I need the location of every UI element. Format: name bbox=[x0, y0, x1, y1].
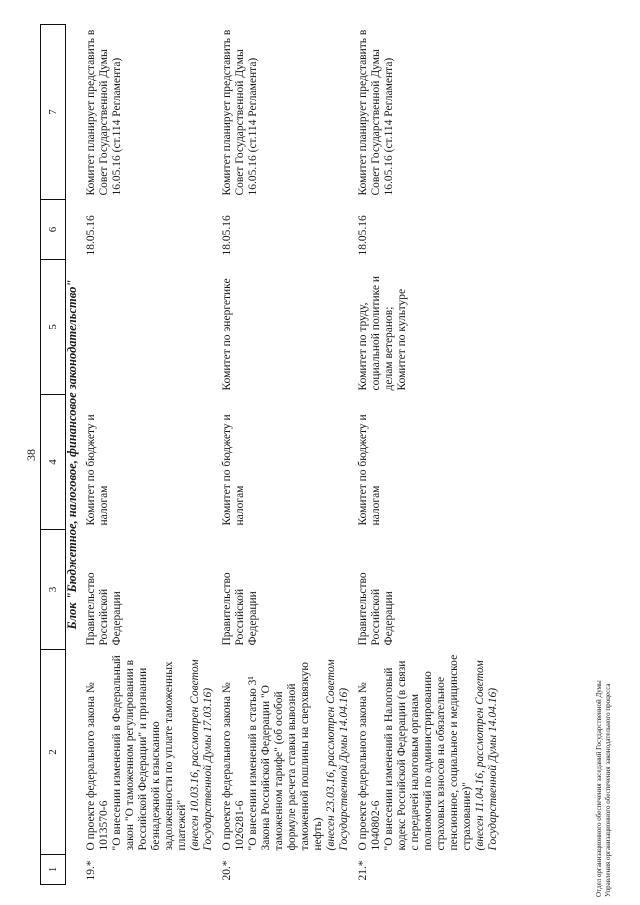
co-committee: Комитет по энергетике bbox=[221, 278, 233, 391]
column-header: 1 bbox=[41, 855, 66, 885]
bill-note: (внесен 10.03.16, рассмотрен Советом Государственной Думы 17.03.16) bbox=[189, 659, 214, 851]
co-committee bbox=[85, 260, 221, 395]
column-header: 2 bbox=[41, 650, 66, 855]
footer bbox=[595, 680, 613, 897]
bill-note: (внесен 23.03.16, рассмотрен Советом Государственной Думы 14.04.16) bbox=[325, 659, 350, 851]
footer-line: Управления организационного обеспечения законодательного процесса bbox=[604, 683, 612, 897]
block-title: Блок "Бюджетное, налоговое, финансовое законодательство" bbox=[65, 279, 79, 630]
bill-title: "О внесении изменений в Налоговый кодекс Российской Федерации (в связи с передачей налоговым органам полномочий по администрированию страховых взносов на обязательное пенсионное, социальное и медицинское страхование)" bbox=[383, 654, 473, 851]
review-date: 18.05.16 bbox=[85, 215, 97, 256]
column-header: 3 bbox=[41, 530, 66, 650]
bill-description bbox=[85, 650, 221, 855]
status-text: Комитет планирует представить в Совет Государственной Думы 16.05.16 (ст.114 Регламента) bbox=[85, 29, 123, 196]
column-header: 4 bbox=[41, 395, 66, 530]
co-committee: Комитет по труду, социальной политике и делам ветеранов; Комитет по культуре bbox=[357, 275, 408, 391]
column-header: 7 bbox=[41, 25, 66, 200]
bill-author: Правительство Российской Федерации bbox=[85, 572, 123, 646]
bill-note: (внесен 11.04.16, рассмотрен Советом Государственной Думы 14.04.16) bbox=[474, 660, 499, 851]
status-text: Комитет планирует представить в Совет Государственной Думы 16.05.16 (ст.114 Регламента) bbox=[221, 29, 259, 196]
bill-author: Правительство Российской Федерации bbox=[357, 572, 395, 646]
column-header-row bbox=[41, 25, 66, 885]
table-row bbox=[85, 25, 221, 885]
bill-author: Правительство Российской Федерации bbox=[221, 572, 259, 646]
bill-lead: О проекте федерального закона № 1040802-6 bbox=[357, 682, 382, 851]
footer-line: Отдел организационного обеспечения заседаний Государственной Думы bbox=[595, 680, 603, 897]
status-text: Комитет планирует представить в Совет Государственной Думы 16.05.16 (ст.114 Регламента) bbox=[357, 29, 395, 196]
bill-description bbox=[357, 650, 506, 855]
row-number: 19.* bbox=[85, 860, 97, 881]
bill-title: "О внесении изменений в Федеральный закон "О таможенном регулировании в Российской Федерации" и признании безнадежной к взысканию задолженности по уплате таможенных платежей" bbox=[111, 655, 188, 851]
review-date: 18.05.16 bbox=[221, 215, 233, 256]
responsible-committee: Комитет по бюджету и налогам bbox=[357, 414, 382, 526]
table-row bbox=[221, 25, 357, 885]
review-date: 18.05.16 bbox=[357, 215, 369, 256]
responsible-committee: Комитет по бюджету и налогам bbox=[221, 414, 246, 526]
column-header: 5 bbox=[41, 260, 66, 395]
bill-lead: О проекте федерального закона № 1026281-6 bbox=[221, 682, 246, 851]
row-number: 20.* bbox=[221, 860, 233, 881]
bill-title: "О внесении изменений в статью 3¹ Закона Российской Федерации "О таможенном тарифе" (об особой формуле расчета ставки вывозной таможенной пошлины на сверхвязкую нефть) bbox=[247, 662, 324, 851]
bill-description bbox=[221, 650, 357, 855]
bills-table bbox=[40, 24, 506, 885]
table-row bbox=[357, 25, 506, 885]
page-number: 38 bbox=[24, 449, 38, 461]
bill-lead: О проекте федерального закона № 1013570-6 bbox=[85, 682, 110, 851]
responsible-committee: Комитет по бюджету и налогам bbox=[85, 414, 110, 526]
row-number: 21.* bbox=[357, 860, 369, 881]
block-title-row bbox=[66, 25, 86, 885]
column-header: 6 bbox=[41, 200, 66, 260]
